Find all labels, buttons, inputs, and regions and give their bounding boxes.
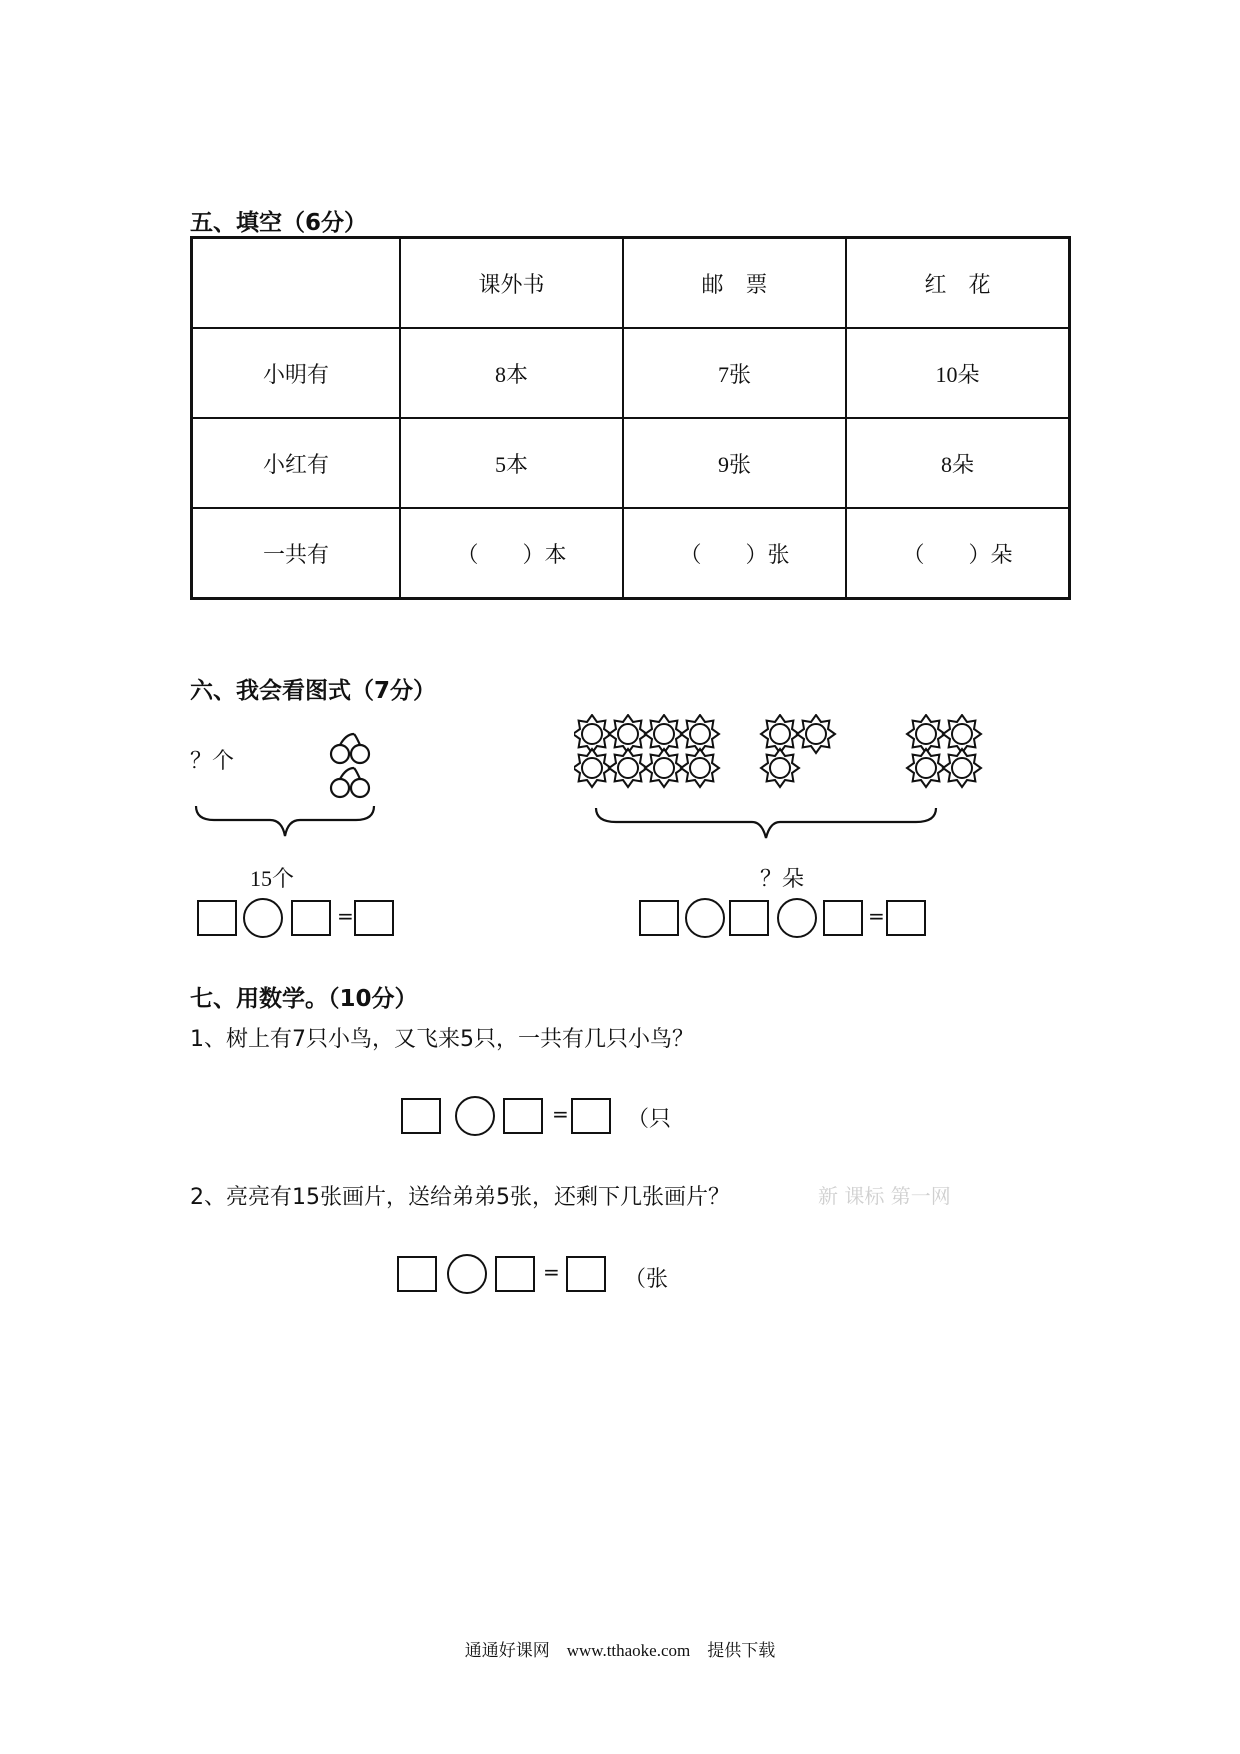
left-brace: [194, 804, 376, 840]
table-cell: 9张: [623, 418, 846, 508]
row-label-cell: 一共有: [192, 508, 401, 599]
equals-sign: =: [552, 1102, 569, 1126]
table-cell: 7张: [623, 328, 846, 418]
operator-oval[interactable]: [447, 1254, 487, 1294]
section6-heading: 六、我会看图式（7分）: [190, 678, 437, 704]
table-row: [192, 238, 1070, 329]
answer-box[interactable]: [354, 900, 394, 936]
table-header-cell: 邮 票: [623, 238, 846, 329]
table-row: [192, 328, 1070, 418]
table-row: [192, 508, 1070, 599]
question-1-text: 1、树上有7只小鸟，又飞来5只，一共有几只小鸟？: [190, 1027, 694, 1052]
table-cell: 8朵: [846, 418, 1070, 508]
answer-box[interactable]: [729, 900, 769, 936]
table-cell: 8本: [400, 328, 623, 418]
flower-icon: [574, 715, 611, 753]
flower-icon: [574, 749, 611, 787]
table-row: [192, 418, 1070, 508]
left-total-label: 15个: [250, 866, 295, 891]
flower-icon: [797, 715, 835, 753]
section5-heading: 五、填空（6分）: [190, 210, 368, 236]
watermark-text: 新 课标 第一网: [818, 1184, 951, 1208]
answer-box[interactable]: [571, 1098, 611, 1134]
answer-box[interactable]: [291, 900, 331, 936]
cherry-pair-icon: [326, 730, 382, 802]
page-footer: 通通好课网 www.tthaoke.com 提供下载: [464, 1641, 776, 1660]
question-2-unit: （张: [624, 1267, 669, 1292]
answer-box[interactable]: [495, 1256, 535, 1292]
right-brace: [594, 806, 938, 842]
flower-icon: [761, 749, 799, 787]
answer-box[interactable]: [886, 900, 926, 936]
operator-oval[interactable]: [243, 898, 283, 938]
operator-oval[interactable]: [777, 898, 817, 938]
flower-icon: [609, 749, 647, 787]
answer-box[interactable]: [503, 1098, 543, 1134]
answer-box[interactable]: [197, 900, 237, 936]
flower-groups-illustration: [574, 714, 984, 790]
table-header-cell: 红 花: [846, 238, 1070, 329]
table-cell: 5本: [400, 418, 623, 508]
table-cell: 10朵: [846, 328, 1070, 418]
equals-sign: =: [868, 904, 885, 928]
answer-box[interactable]: [397, 1256, 437, 1292]
section7-heading: 七、用数学。（10分）: [190, 986, 418, 1012]
flower-icon: [907, 749, 945, 787]
row-label-cell: 小红有: [192, 418, 401, 508]
answer-box[interactable]: [639, 900, 679, 936]
answer-cell[interactable]: （ ）本: [400, 508, 623, 599]
table-header-cell: 课外书: [400, 238, 623, 329]
row-label-cell: 小明有: [192, 328, 401, 418]
answer-cell[interactable]: （ ）张: [623, 508, 846, 599]
right-question-label: ？朵: [760, 867, 805, 892]
answer-cell[interactable]: （ ）朵: [846, 508, 1070, 599]
answer-box[interactable]: [823, 900, 863, 936]
question-1-unit: （只: [627, 1107, 672, 1132]
fill-in-table: [190, 236, 1071, 600]
left-question-label: ？个: [190, 749, 235, 774]
table-cell: [192, 238, 401, 329]
operator-oval[interactable]: [685, 898, 725, 938]
answer-box[interactable]: [401, 1098, 441, 1134]
equals-sign: =: [543, 1260, 560, 1284]
question-2-text: 2、亮亮有15张画片，送给弟弟5张，还剩下几张画片？: [190, 1185, 730, 1210]
answer-box[interactable]: [566, 1256, 606, 1292]
equals-sign: =: [337, 904, 354, 928]
flower-icon: [943, 749, 981, 787]
flower-icon: [645, 749, 683, 787]
flower-icon: [681, 749, 719, 787]
operator-oval[interactable]: [455, 1096, 495, 1136]
